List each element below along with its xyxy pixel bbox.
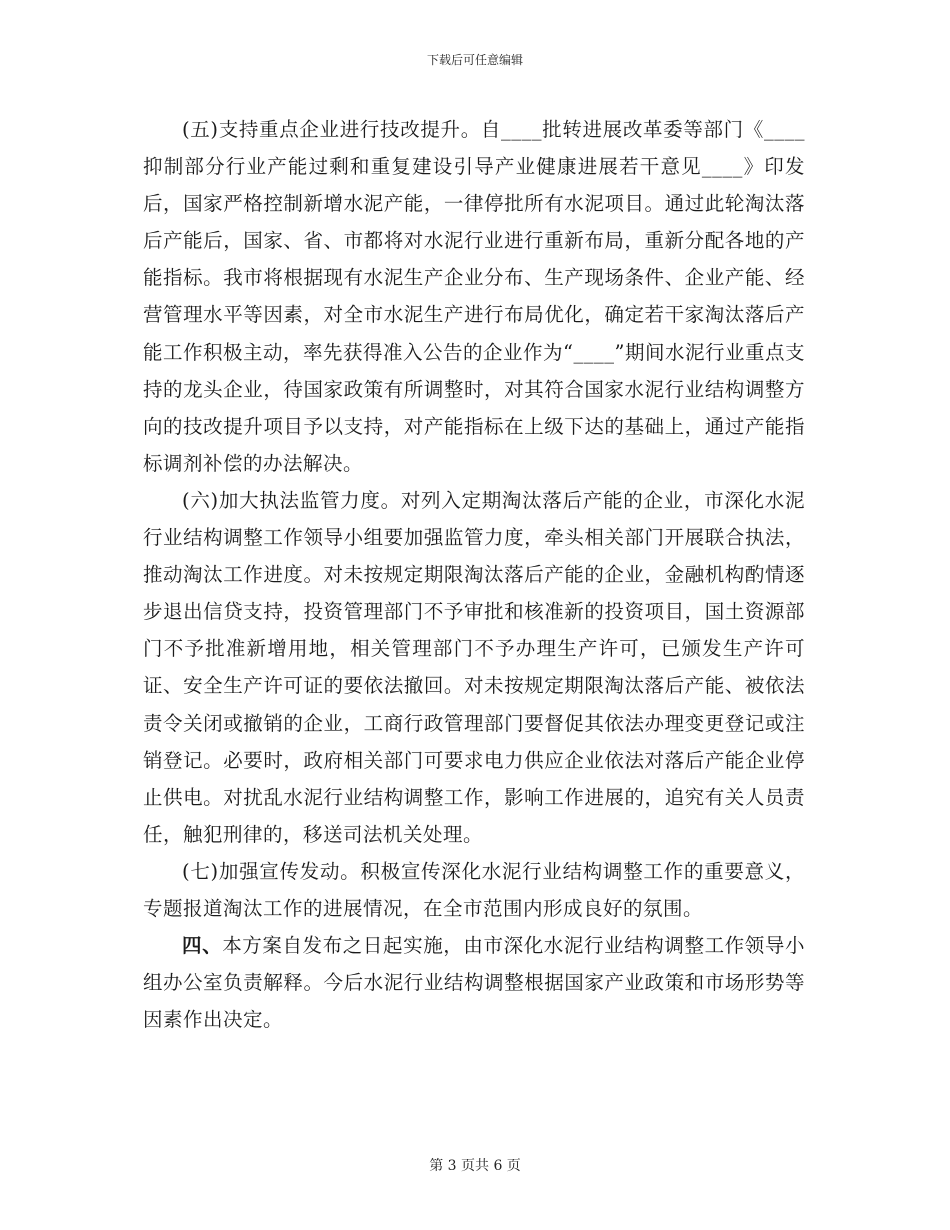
paragraph-6 — [143, 482, 805, 853]
paragraph-text: 本方案自发布之日起实施，由市深化水泥行业结构调整工作领导小组办公室负责解释。今后水泥行业结构调整根据国家产业政策和市场形势等因素作出决定。 — [143, 934, 805, 1032]
section-number: 四、 — [182, 934, 223, 958]
page-footer: 第 3 页共 6 页 — [429, 1158, 521, 1174]
paragraph-section-4 — [143, 927, 805, 1038]
paragraph-text: (六)加大执法监管力度。对列入定期淘汰落后产能的企业，市深化水泥行业结构调整工作领导小组要加强监管力度，牵头相关部门开展联合执法，推动淘汰工作进度。对未按规定期限淘汰落后产能的企业，金融机构酌情逐步退出信贷支持，投资管理部门不予审批和核准新的投资项目，国土资源部门不予批准新增用地，相关管理部门不予办理生产许可，已颁发生产许可证、安全生产许可证的要依法撤回。对未按规定期限淘汰落后产能、被依法责令关闭或撤销的企业，工商行政管理部门要督促其依法办理变更登记或注销登记。必要时，政府相关部门可要求电力供应企业依法对落后产能企业停止供电。对扰乱水泥行业结构调整工作，影响工作进展的，追究有关人员责任，触犯刑律的，移送司法机关处理。 — [143, 488, 805, 846]
page-header: 下载后可任意编辑 — [426, 53, 523, 67]
paragraph-7 — [143, 853, 805, 927]
paragraph-5 — [143, 111, 805, 482]
paragraph-text: (七)加强宣传发动。积极宣传深化水泥行业结构调整工作的重要意义，专题报道淘汰工作的进展情况，在全市范围内形成良好的氛围。 — [143, 859, 805, 920]
paragraph-text: (五)支持重点企业进行技改提升。自____批转进展改革委等部门《____抑制部分行业产能过剩和重复建设引导产业健康进展若干意见____》印发后，国家严格控制新增水泥产能，一律停批所有水泥项目。通过此轮淘汰落后产能后，国家、省、市都将对水泥行业进行重新布局，重新分配各地的产能指标。我市将根据现有水泥生产企业分布、生产现场条件、企业产能、经营管理水平等因素，对全市水泥生产进行布局优化，确定若干家淘汰落后产能工作积极主动，率先获得准入公告的企业作为“____”期间水泥行业重点支持的龙头企业，待国家政策有所调整时，对其符合国家水泥行业结构调整方向的技改提升项目予以支持，对产能指标在上级下达的基础上，通过产能指标调剂补偿的办法解决。 — [143, 118, 805, 475]
document-body — [143, 111, 805, 1038]
